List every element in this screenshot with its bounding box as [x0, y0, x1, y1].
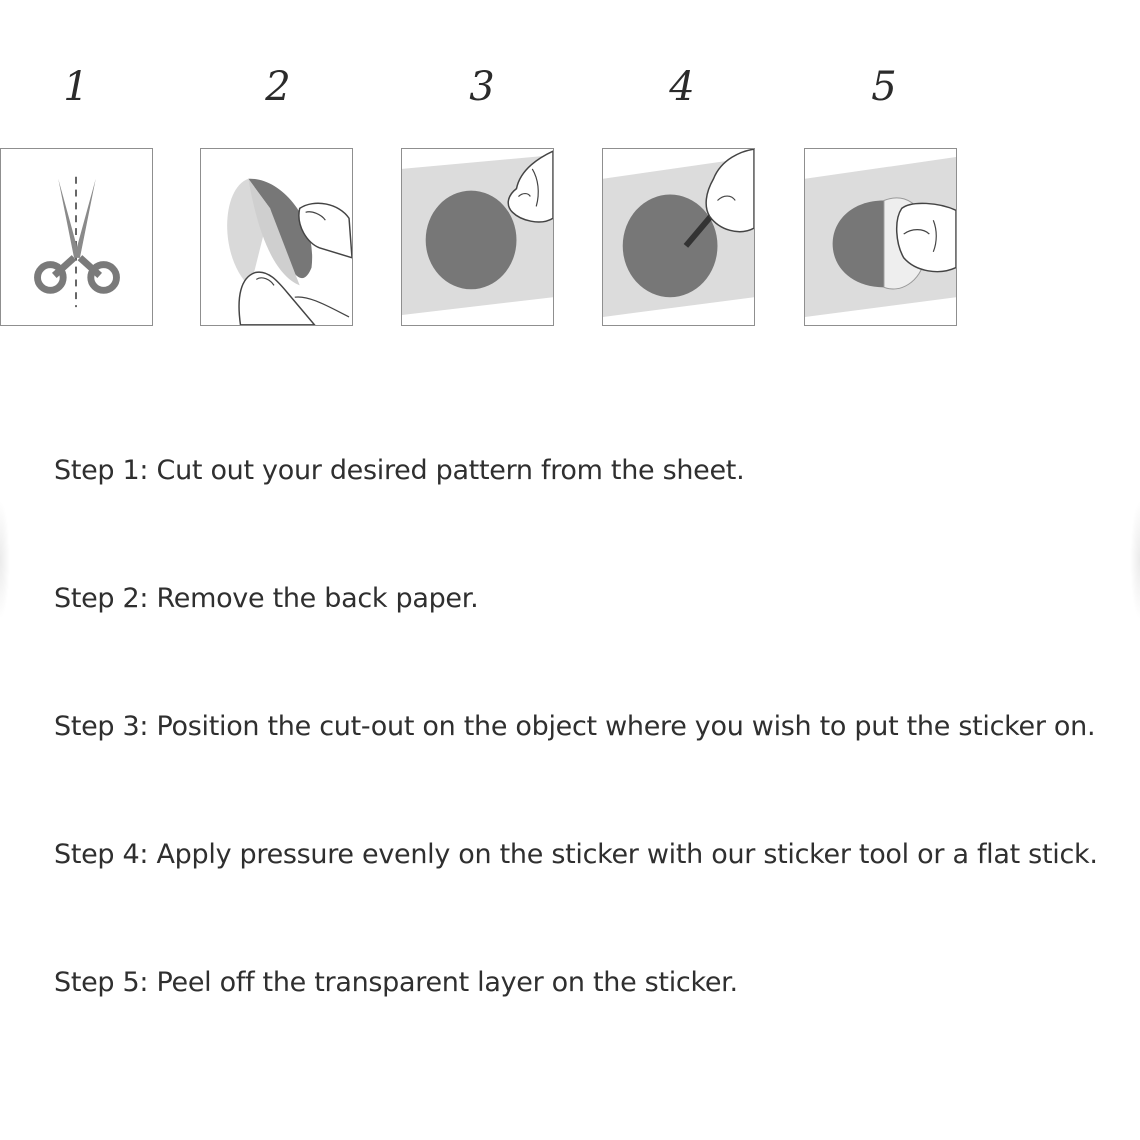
step-4-text: Step 4: Apply pressure evenly on the sticker with our sticker tool or a flat stick.	[54, 839, 1098, 870]
left-edge-shadow	[0, 500, 10, 620]
illustration-position	[401, 148, 554, 326]
illustration-cut	[0, 148, 153, 326]
step-number-1: 1	[63, 64, 89, 110]
step-number-4: 4	[669, 64, 695, 110]
illustration-remove-backing	[200, 148, 353, 326]
step-number-5: 5	[871, 64, 897, 110]
step-2-text: Step 2: Remove the back paper.	[54, 583, 479, 614]
remove-backing-icon	[201, 149, 352, 325]
illustration-press	[602, 148, 755, 326]
press-sticker-icon	[603, 149, 754, 325]
step-1-text: Step 1: Cut out your desired pattern from the sheet.	[54, 455, 745, 486]
peel-layer-icon	[805, 149, 956, 325]
scissors-icon	[1, 149, 152, 325]
step-3-text: Step 3: Position the cut-out on the object where you wish to put the sticker on.	[54, 711, 1096, 742]
illustration-peel	[804, 148, 957, 326]
step-number-2: 2	[265, 64, 291, 110]
step-number-3: 3	[469, 64, 495, 110]
step-5-text: Step 5: Peel off the transparent layer on the sticker.	[54, 967, 738, 998]
position-sticker-icon	[402, 149, 553, 325]
right-edge-shadow	[1130, 500, 1140, 620]
